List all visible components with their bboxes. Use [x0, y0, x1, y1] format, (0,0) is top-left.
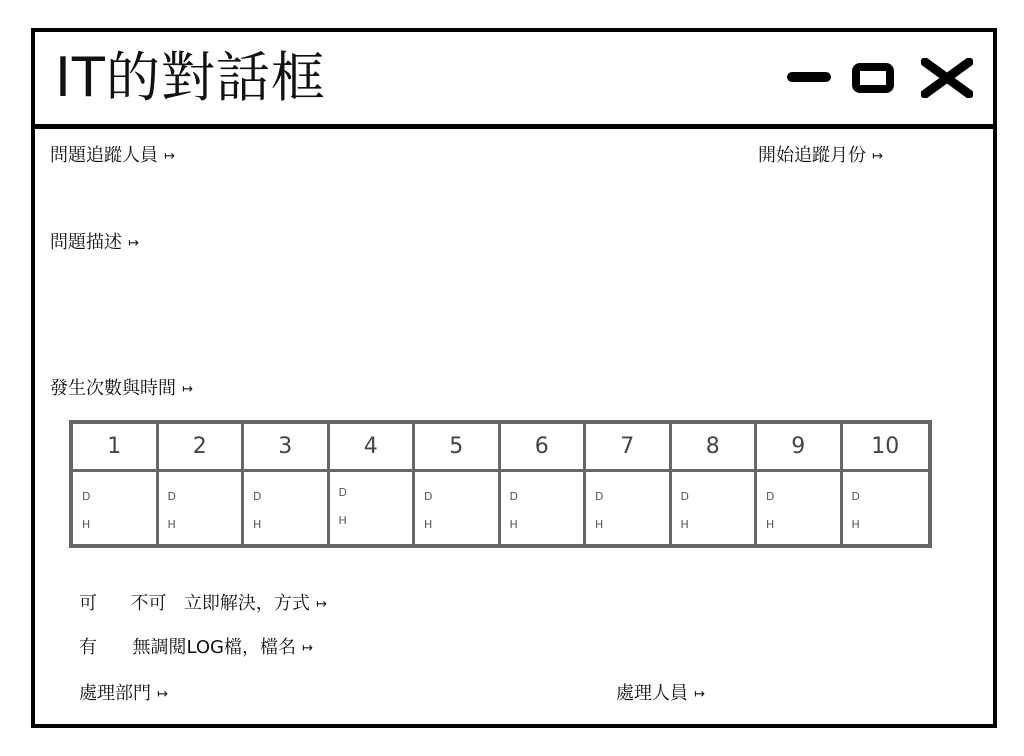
log-filename-field[interactable]: 調閱LOG檔，檔名 — [150, 637, 296, 658]
occurrence-grid — [69, 420, 932, 548]
arrow-icon: ↦ — [872, 149, 883, 164]
resolve-method-field[interactable]: 立即解決，方式 — [183, 593, 310, 614]
grid-cell-7[interactable] — [586, 472, 672, 544]
day-label: D — [509, 490, 518, 503]
title-bar — [35, 32, 993, 129]
grid-cell-8[interactable] — [672, 472, 758, 544]
hour-label: H — [766, 518, 775, 531]
arrow-icon: ↦ — [128, 236, 139, 251]
day-label: D — [595, 490, 604, 503]
hour-label: H — [851, 518, 860, 531]
hour-label: H — [680, 518, 689, 531]
hour-label: H — [167, 518, 176, 531]
day-label: D — [82, 490, 91, 503]
arrow-icon: ↦ — [157, 687, 168, 702]
day-label: D — [167, 490, 176, 503]
grid-header-3: 3 — [244, 424, 330, 472]
resolve-yes-option[interactable]: 可 — [79, 593, 97, 614]
grid-header-5: 5 — [415, 424, 501, 472]
hour-label: H — [253, 518, 262, 531]
day-label: D — [851, 490, 860, 503]
grid-cell-1[interactable] — [73, 472, 159, 544]
log-row — [79, 636, 313, 662]
grid-cell-6[interactable] — [501, 472, 587, 544]
grid-cell-10[interactable] — [843, 472, 929, 544]
hour-label: H — [509, 518, 518, 531]
description-field[interactable] — [50, 231, 139, 257]
grid-header-2: 2 — [159, 424, 245, 472]
hour-label: H — [424, 518, 433, 531]
hour-label: H — [595, 518, 604, 531]
arrow-icon: ↦ — [164, 149, 175, 164]
occurrence-label: 發生次數與時間 — [50, 378, 176, 399]
arrow-icon: ↦ — [694, 687, 705, 702]
tracker-label: 問題追蹤人員 — [50, 145, 158, 166]
dept-label: 處理部門 — [79, 683, 151, 704]
handler-label: 處理人員 — [616, 683, 688, 704]
log-yes-option[interactable]: 有 — [79, 637, 97, 658]
day-label: D — [424, 490, 433, 503]
grid-cell-4[interactable] — [330, 472, 416, 544]
grid-header-1: 1 — [73, 424, 159, 472]
tracker-field[interactable] — [50, 144, 175, 170]
grid-header-6: 6 — [501, 424, 587, 472]
log-no-option[interactable]: 無 — [132, 637, 151, 658]
grid-cell-3[interactable] — [244, 472, 330, 544]
day-label: D — [680, 490, 689, 503]
day-label: D — [338, 486, 347, 499]
hour-label: H — [338, 514, 347, 527]
dept-field[interactable] — [79, 682, 168, 708]
day-label: D — [253, 490, 262, 503]
arrow-icon: ↦ — [301, 641, 313, 656]
window-title: IT的對話框 — [55, 46, 326, 109]
start-month-label: 開始追蹤月份 — [758, 145, 866, 166]
handler-field[interactable] — [616, 682, 705, 708]
arrow-icon: ↦ — [315, 597, 327, 612]
description-label: 問題描述 — [50, 232, 122, 253]
grid-header-4: 4 — [330, 424, 416, 472]
resolve-no-option[interactable]: 不可 — [130, 593, 167, 614]
grid-header-8: 8 — [672, 424, 758, 472]
grid-header-9: 9 — [757, 424, 843, 472]
arrow-icon: ↦ — [182, 382, 193, 397]
grid-cell-2[interactable] — [159, 472, 245, 544]
grid-header-10: 10 — [843, 424, 929, 472]
grid-header-7: 7 — [586, 424, 672, 472]
minimize-icon[interactable] — [787, 72, 831, 82]
close-icon[interactable] — [921, 58, 973, 98]
day-label: D — [766, 490, 775, 503]
start-month-field[interactable] — [758, 144, 883, 170]
maximize-icon[interactable] — [852, 63, 894, 93]
grid-cell-9[interactable] — [757, 472, 843, 544]
hour-label: H — [82, 518, 91, 531]
grid-cell-5[interactable] — [415, 472, 501, 544]
occurrence-field[interactable] — [50, 377, 193, 403]
resolve-row — [79, 592, 327, 618]
